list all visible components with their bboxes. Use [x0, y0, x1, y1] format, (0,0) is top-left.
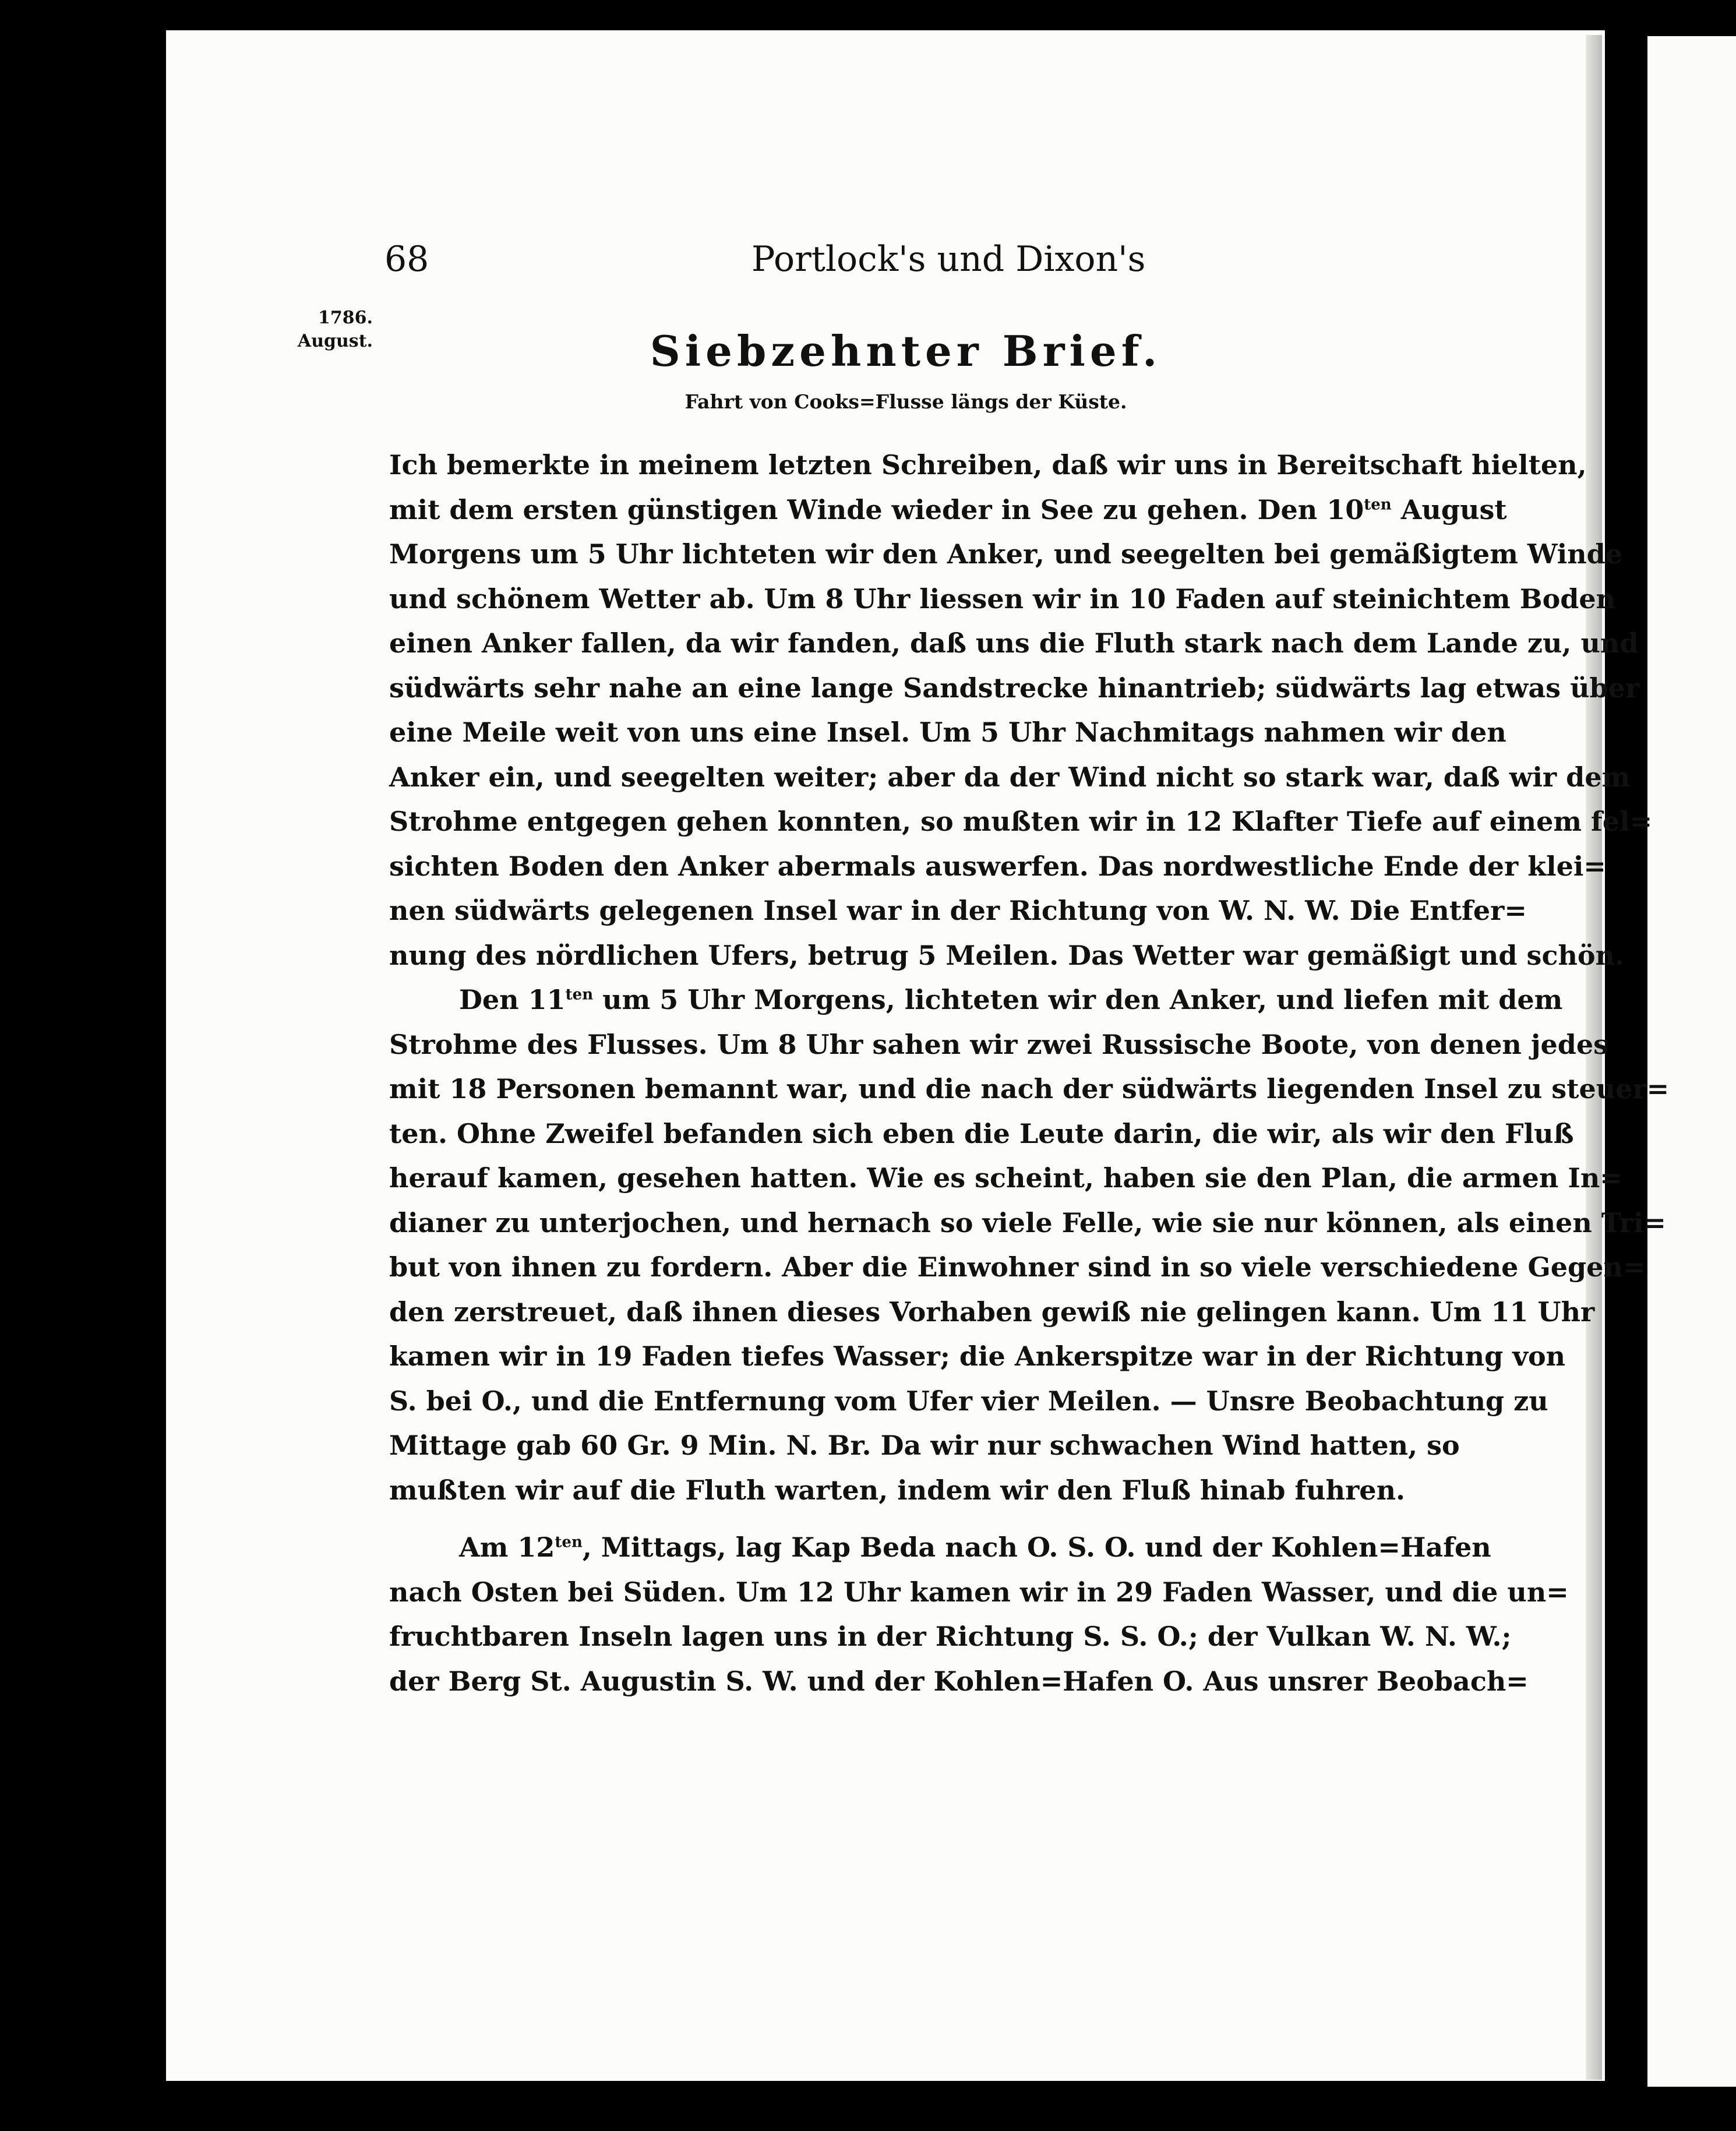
line-text: und schönem Wetter ab. Um 8 Uhr liessen wir in 10 Faden auf steinichtem Boden	[389, 583, 1616, 615]
page-header	[384, 239, 1491, 291]
text-line	[389, 1614, 1512, 1659]
line-text: Den 11	[459, 984, 566, 1015]
text-line	[389, 978, 1563, 1022]
margin-year: 1786.	[318, 308, 373, 328]
line-text: der Berg St. Augustin S. W. und der Kohlen=Hafen O. Aus unsrer Beobach=	[389, 1665, 1529, 1697]
line-text: eine Meile weit von uns eine Insel. Um 5 Uhr Nachmitags nahmen wir den	[389, 717, 1506, 748]
line-text: but von ihnen zu fordern. Aber die Einwohner sind in so viele verschiedene Gegen=	[389, 1251, 1646, 1283]
text-line	[389, 1525, 1491, 1570]
line-text: Strohme des Flusses. Um 8 Uhr sahen wir zwei Russische Boote, von denen jedes	[389, 1028, 1609, 1060]
text-line	[389, 710, 1506, 755]
line-text: mit dem ersten günstigen Winde wieder in See zu gehen. Den 10	[389, 493, 1364, 525]
text-line	[389, 799, 1653, 844]
text-line	[389, 1334, 1566, 1379]
line-text: dianer zu unterjochen, und hernach so viele Felle, wie sie nur können, als einen Tri=	[389, 1206, 1666, 1239]
line-text-continued: um 5 Uhr Morgens, lichteten wir den Anker, und liefen mit dem	[593, 984, 1563, 1015]
line-text-continued: , Mittags, lag Kap Beda nach O. S. O. und der Kohlen=Hafen	[582, 1532, 1491, 1563]
text-line	[389, 1379, 1548, 1424]
line-text: fruchtbaren Inseln lagen uns in der Richtung S. S. O.; der Vulkan W. N. W.;	[389, 1621, 1512, 1652]
ordinal-superscript: ten	[555, 1533, 583, 1551]
text-line	[389, 1245, 1646, 1290]
body-text	[389, 443, 1670, 1703]
text-line	[389, 443, 1587, 488]
line-text: nung des nördlichen Ufers, betrug 5 Meilen. Das Wetter war gemäßigt und schön.	[389, 939, 1625, 971]
line-text: Strohme entgegen gehen konnten, so mußten wir in 12 Klafter Tiefe auf einem fel=	[389, 806, 1653, 837]
text-line	[389, 1290, 1595, 1335]
margin-month: August.	[297, 331, 373, 351]
running-head: Portlock's und Dixon's	[751, 239, 1146, 280]
text-line	[389, 1201, 1666, 1246]
text-line	[389, 888, 1527, 933]
ordinal-superscript: ten	[1364, 496, 1392, 514]
line-text: südwärts sehr nahe an eine lange Sandstrecke hinantrieb; südwärts lag etwas über	[389, 672, 1640, 704]
text-line	[389, 1112, 1574, 1156]
line-text: einen Anker fallen, da wir fanden, daß uns die Fluth stark nach dem Lande zu, und	[389, 627, 1639, 659]
line-text: kamen wir in 19 Faden tiefes Wasser; die Ankerspitze war in der Richtung von	[389, 1340, 1566, 1372]
text-line	[389, 532, 1623, 577]
line-text: mit 18 Personen bemannt war, und die nach der südwärts liegenden Insel zu steuer=	[389, 1073, 1670, 1105]
page-number: 68	[384, 239, 429, 280]
line-text: Morgens um 5 Uhr lichteten wir den Anker, und seegelten bei gemäßigtem Winde	[389, 538, 1623, 570]
line-text: herauf kamen, gesehen hatten. Wie es scheint, haben sie den Plan, die armen In=	[389, 1162, 1622, 1194]
text-line	[389, 1067, 1670, 1112]
line-text: sichten Boden den Anker abermals auswerfen. Das nordwestliche Ende der klei=	[389, 850, 1606, 882]
adjacent-page-strip	[1647, 36, 1736, 2087]
letter-subtitle: Fahrt von Cooks=Flusse längs der Küste.	[684, 390, 1127, 413]
text-line	[389, 1022, 1609, 1067]
text-line	[389, 488, 1507, 532]
text-line	[389, 577, 1616, 622]
line-text: Anker ein, und seegelten weiter; aber da der Wind nicht so stark war, daß wir dem	[389, 761, 1631, 793]
text-line	[389, 621, 1639, 666]
line-text: nach Osten bei Süden. Um 12 Uhr kamen wir in 29 Faden Wasser, und die un=	[389, 1576, 1569, 1608]
text-line	[389, 1468, 1432, 1513]
line-text: Mittage gab 60 Gr. 9 Min. N. Br. Da wir nur schwachen Wind hatten, so	[389, 1430, 1460, 1461]
text-line	[389, 1659, 1529, 1704]
line-text: Am 12	[459, 1532, 555, 1563]
ordinal-superscript: ten	[565, 986, 594, 1004]
line-text-continued: August	[1391, 493, 1507, 525]
text-line	[389, 666, 1640, 711]
text-line	[389, 755, 1631, 800]
line-text: mußten wir auf die Fluth warten, indem wir den Fluß hinab fuhren.	[389, 1474, 1406, 1506]
letter-title: Siebzehnter Brief.	[650, 326, 1162, 376]
margin-date-note	[291, 306, 373, 353]
text-line	[389, 1570, 1569, 1615]
text-line	[389, 844, 1606, 889]
line-text: ten. Ohne Zweifel befanden sich eben die Leute darin, die wir, als wir den Fluß	[389, 1117, 1574, 1149]
text-line	[389, 1423, 1460, 1468]
text-line	[389, 933, 1625, 978]
line-text: den zerstreuet, daß ihnen dieses Vorhaben gewiß nie gelingen kann. Um 11 Uhr	[389, 1296, 1595, 1328]
line-text: nen südwärts gelegenen Insel war in der Richtung von W. N. W. Die Entfer=	[389, 895, 1527, 926]
text-line	[389, 1156, 1622, 1201]
line-text: Ich bemerkte in meinem letzten Schreiben, daß wir uns in Bereitschaft hielten,	[389, 449, 1587, 481]
line-text: S. bei O., und die Entfernung vom Ufer vier Meilen. — Unsre Beobachtung zu	[389, 1385, 1548, 1417]
